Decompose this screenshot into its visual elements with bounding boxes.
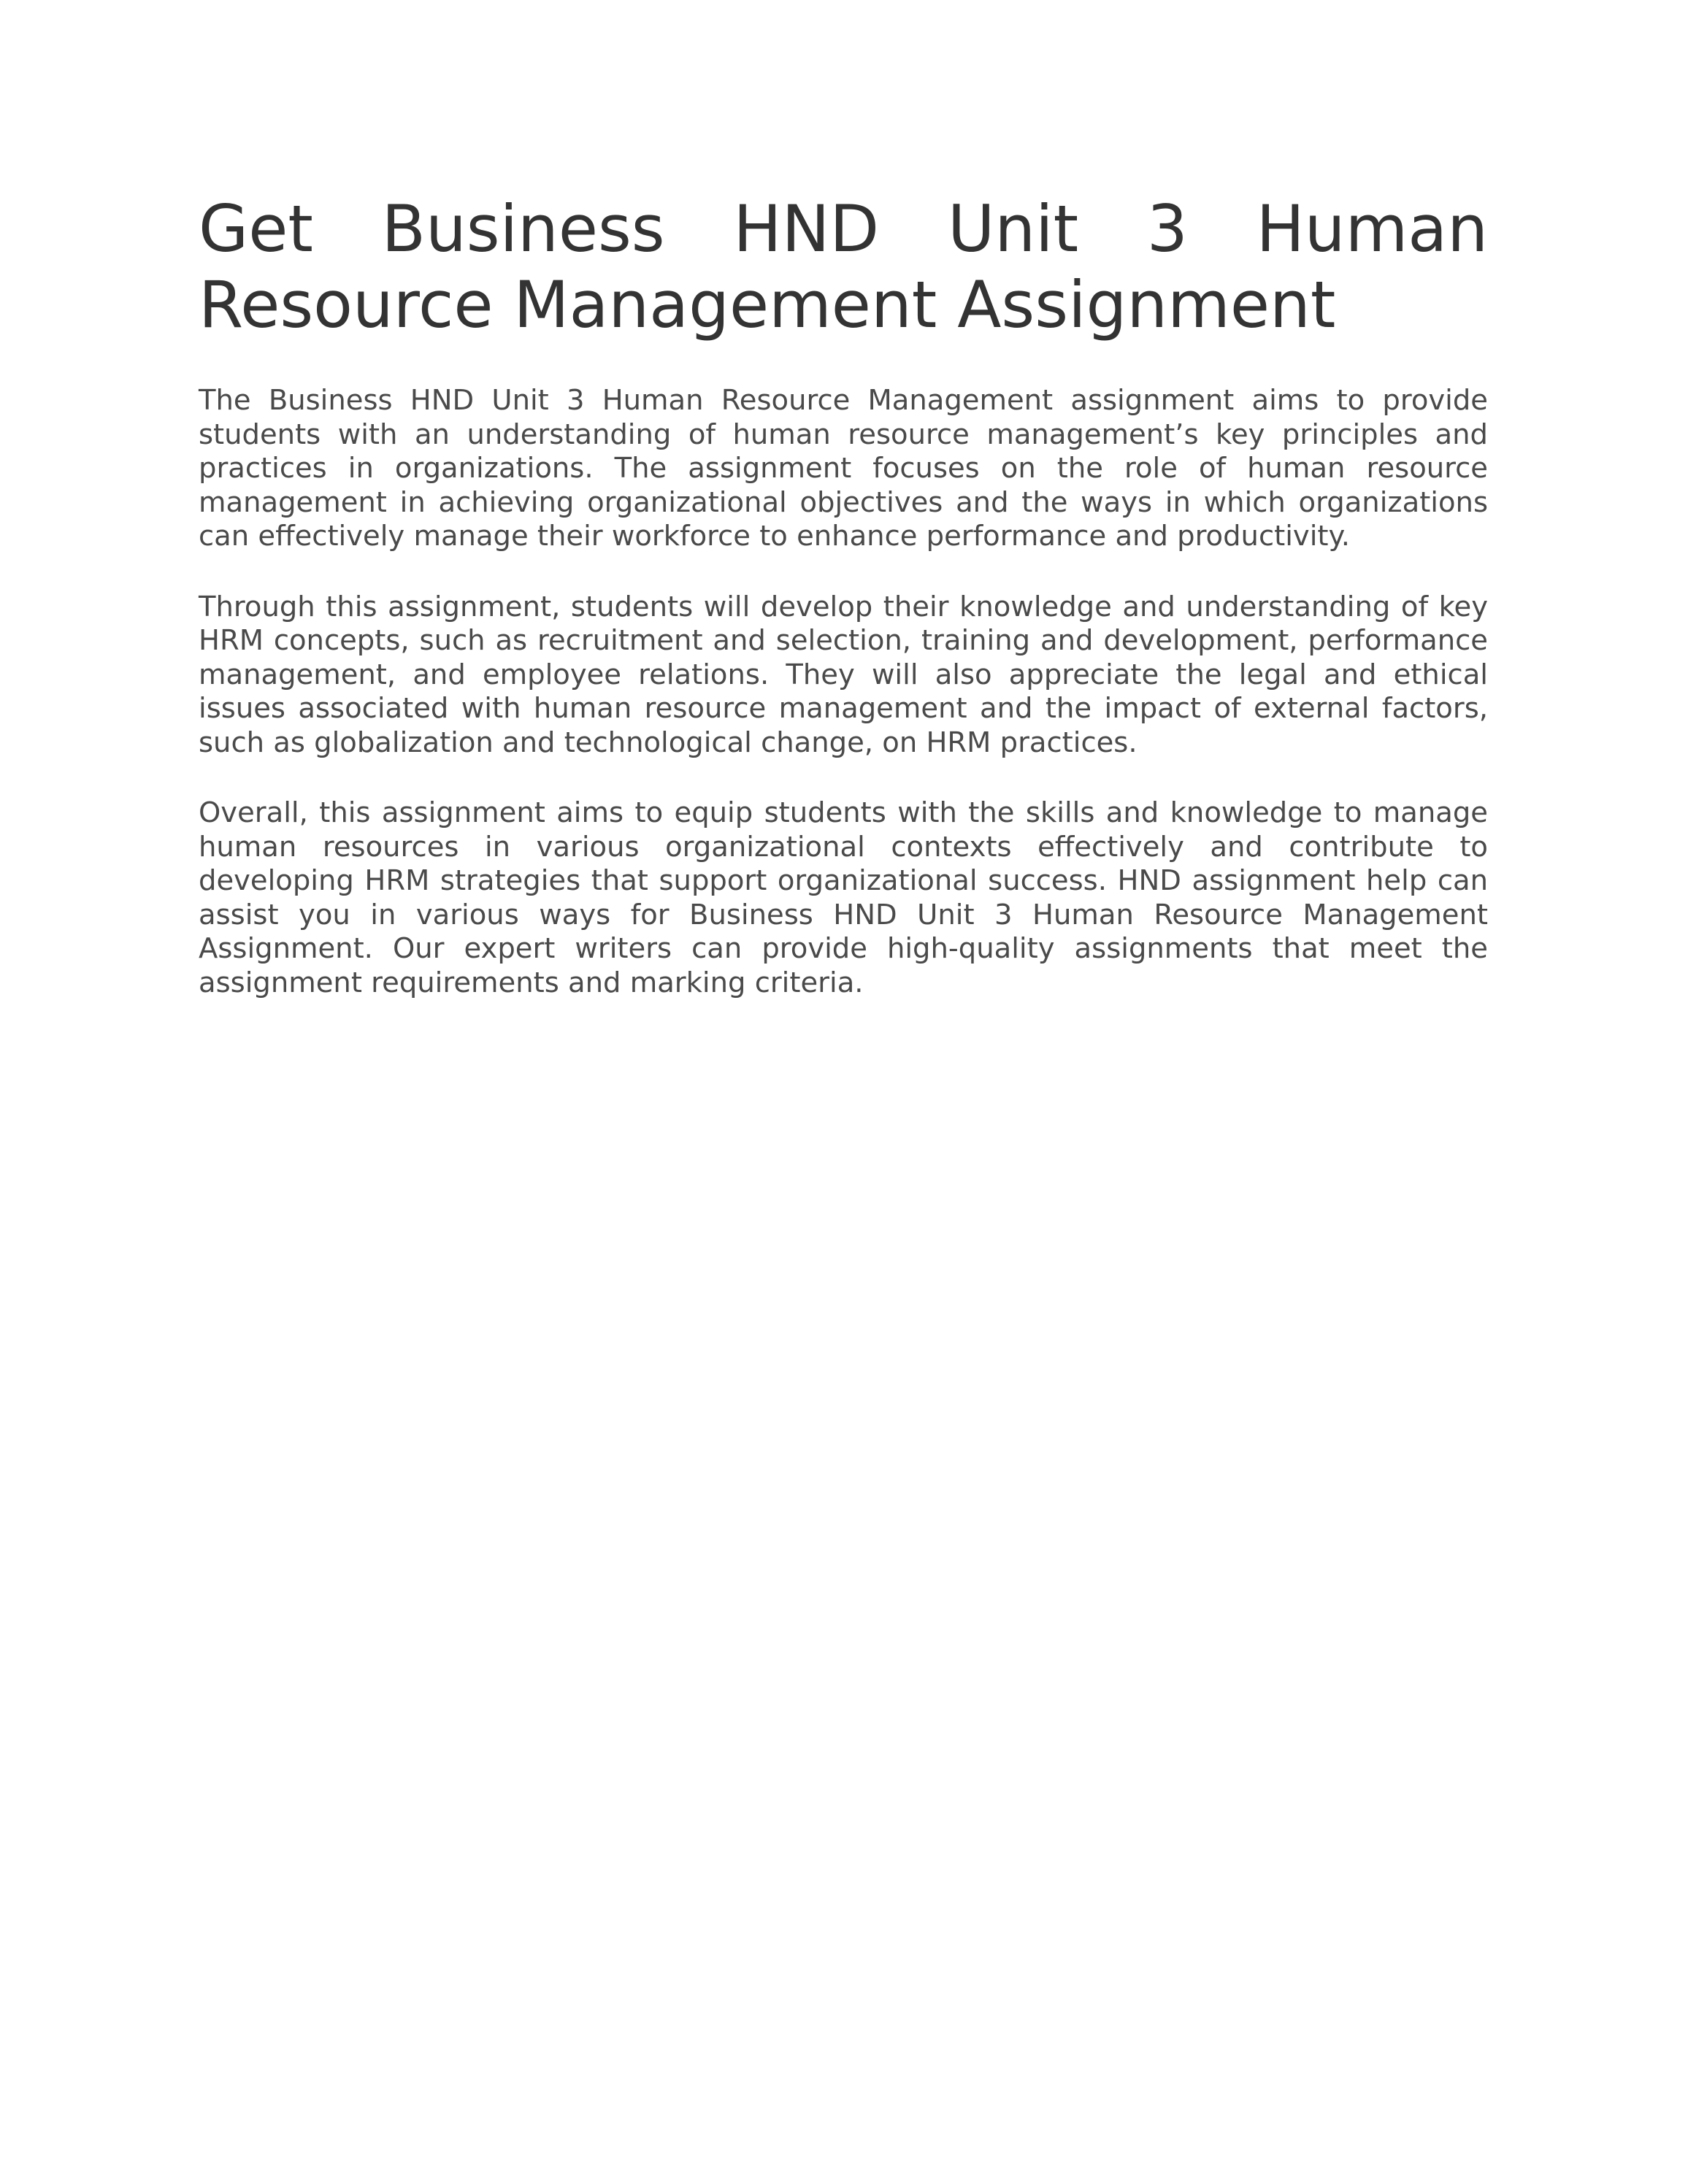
paragraph-concepts: Through this assignment, students will develop their knowledge and understanding of key HRM concepts, such as recruitment and selection, training and development, performance management, and employee relations. They will also appreciate the legal and ethical issues associated with human resource management and the impact of external factors, such as globalization and technological change, on HRM practices.: [199, 590, 1488, 759]
document-title-line-1: Get Business HND Unit 3 Human: [199, 191, 1488, 266]
document-title-line-2: Resource Management Assignment: [199, 267, 1336, 342]
document-page: [199, 191, 1488, 1037]
paragraph-intro: The Business HND Unit 3 Human Resource Management assignment aims to provide students with an understanding of human resource management’s key principles and practices in organizations. The assignment focuses on the role of human resource management in achieving organizational objectives and the ways in which organizations can effectively manage their workforce to enhance performance and productivity.: [199, 384, 1488, 553]
document-title: [199, 191, 1488, 343]
paragraph-overall: Overall, this assignment aims to equip students with the skills and knowledge to manage human resources in various organizational contexts effectively and contribute to developing HRM strategies that support organizational success. HND assignment help can assist you in various ways for Business HND Unit 3 Human Resource Management Assignment. Our expert writers can provide high-quality assignments that meet the assignment requirements and marking criteria.: [199, 796, 1488, 999]
